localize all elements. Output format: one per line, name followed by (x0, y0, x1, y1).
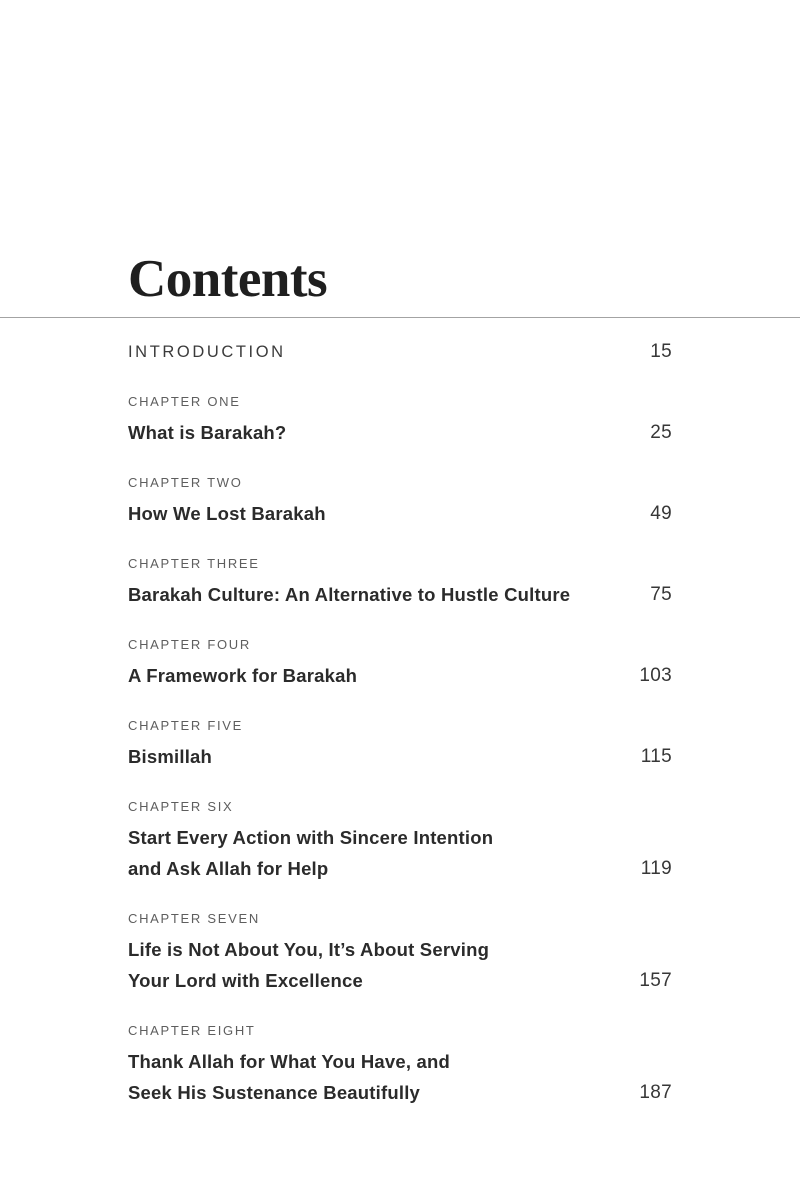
chapter-title (128, 660, 357, 691)
chapter-row (128, 498, 672, 529)
chapter-title-line: A Framework for Barakah (128, 665, 358, 686)
toc-entry-chapter-four (128, 630, 672, 691)
chapter-page-number: 103 (639, 665, 672, 686)
chapter-label: CHAPTER THREE (128, 556, 260, 571)
chapter-label: CHAPTER FIVE (128, 718, 244, 733)
toc-entry-chapter-three (128, 549, 672, 610)
chapter-title (128, 579, 570, 610)
chapter-title-line: Start Every Action with Sincere Intention (128, 827, 494, 848)
chapter-title-line: What is Barakah? (128, 422, 287, 443)
chapter-page-number: 119 (640, 858, 672, 879)
chapter-row (128, 660, 672, 691)
chapter-title-line: Seek His Sustenance Beautifully (128, 1082, 421, 1103)
chapter-title (128, 498, 326, 529)
chapter-title (128, 822, 493, 884)
chapter-row (128, 417, 672, 448)
table-of-contents (128, 337, 672, 1108)
chapter-title-line: Thank Allah for What You Have, and (128, 1051, 451, 1072)
toc-entry-chapter-seven (128, 904, 672, 996)
chapter-row (128, 579, 672, 610)
chapter-row (128, 741, 672, 772)
chapter-page-number: 49 (650, 503, 672, 524)
introduction-label: INTRODUCTION (128, 343, 286, 361)
chapter-label: CHAPTER FOUR (128, 637, 251, 652)
chapter-label: CHAPTER SEVEN (128, 911, 260, 926)
chapter-label: CHAPTER SIX (128, 799, 234, 814)
chapter-page-number: 187 (639, 1082, 672, 1103)
toc-entry-chapter-eight (128, 1016, 672, 1108)
introduction-page-number: 15 (650, 341, 672, 362)
chapter-title (128, 741, 212, 772)
chapter-title-line: Life is Not About You, It’s About Serving (128, 939, 490, 960)
chapter-title-line: Bismillah (128, 746, 213, 767)
chapter-page-number: 157 (639, 970, 672, 991)
chapter-page-number: 115 (640, 746, 672, 767)
toc-entry-chapter-one (128, 387, 672, 448)
chapter-title-line: and Ask Allah for Help (128, 858, 329, 879)
chapter-title (128, 934, 489, 996)
chapter-row (128, 934, 672, 996)
toc-entry-chapter-six (128, 792, 672, 884)
toc-entry-introduction (128, 337, 672, 367)
chapter-page-number: 25 (650, 422, 672, 443)
chapter-label: CHAPTER TWO (128, 475, 243, 490)
chapter-title-line: Your Lord with Excellence (128, 970, 363, 991)
chapter-label: CHAPTER EIGHT (128, 1023, 256, 1038)
chapter-title (128, 417, 286, 448)
toc-entry-chapter-two (128, 468, 672, 529)
chapter-label: CHAPTER ONE (128, 394, 241, 409)
title-divider (0, 317, 800, 318)
chapter-title-line: Barakah Culture: An Alternative to Hustle Culture (128, 584, 571, 605)
chapter-title (128, 1046, 450, 1108)
toc-entry-chapter-five (128, 711, 672, 772)
page-title: Contents (128, 250, 328, 308)
chapter-page-number: 75 (650, 584, 672, 605)
chapter-row (128, 1046, 672, 1108)
chapter-title-line: How We Lost Barakah (128, 503, 326, 524)
chapter-row (128, 822, 672, 884)
